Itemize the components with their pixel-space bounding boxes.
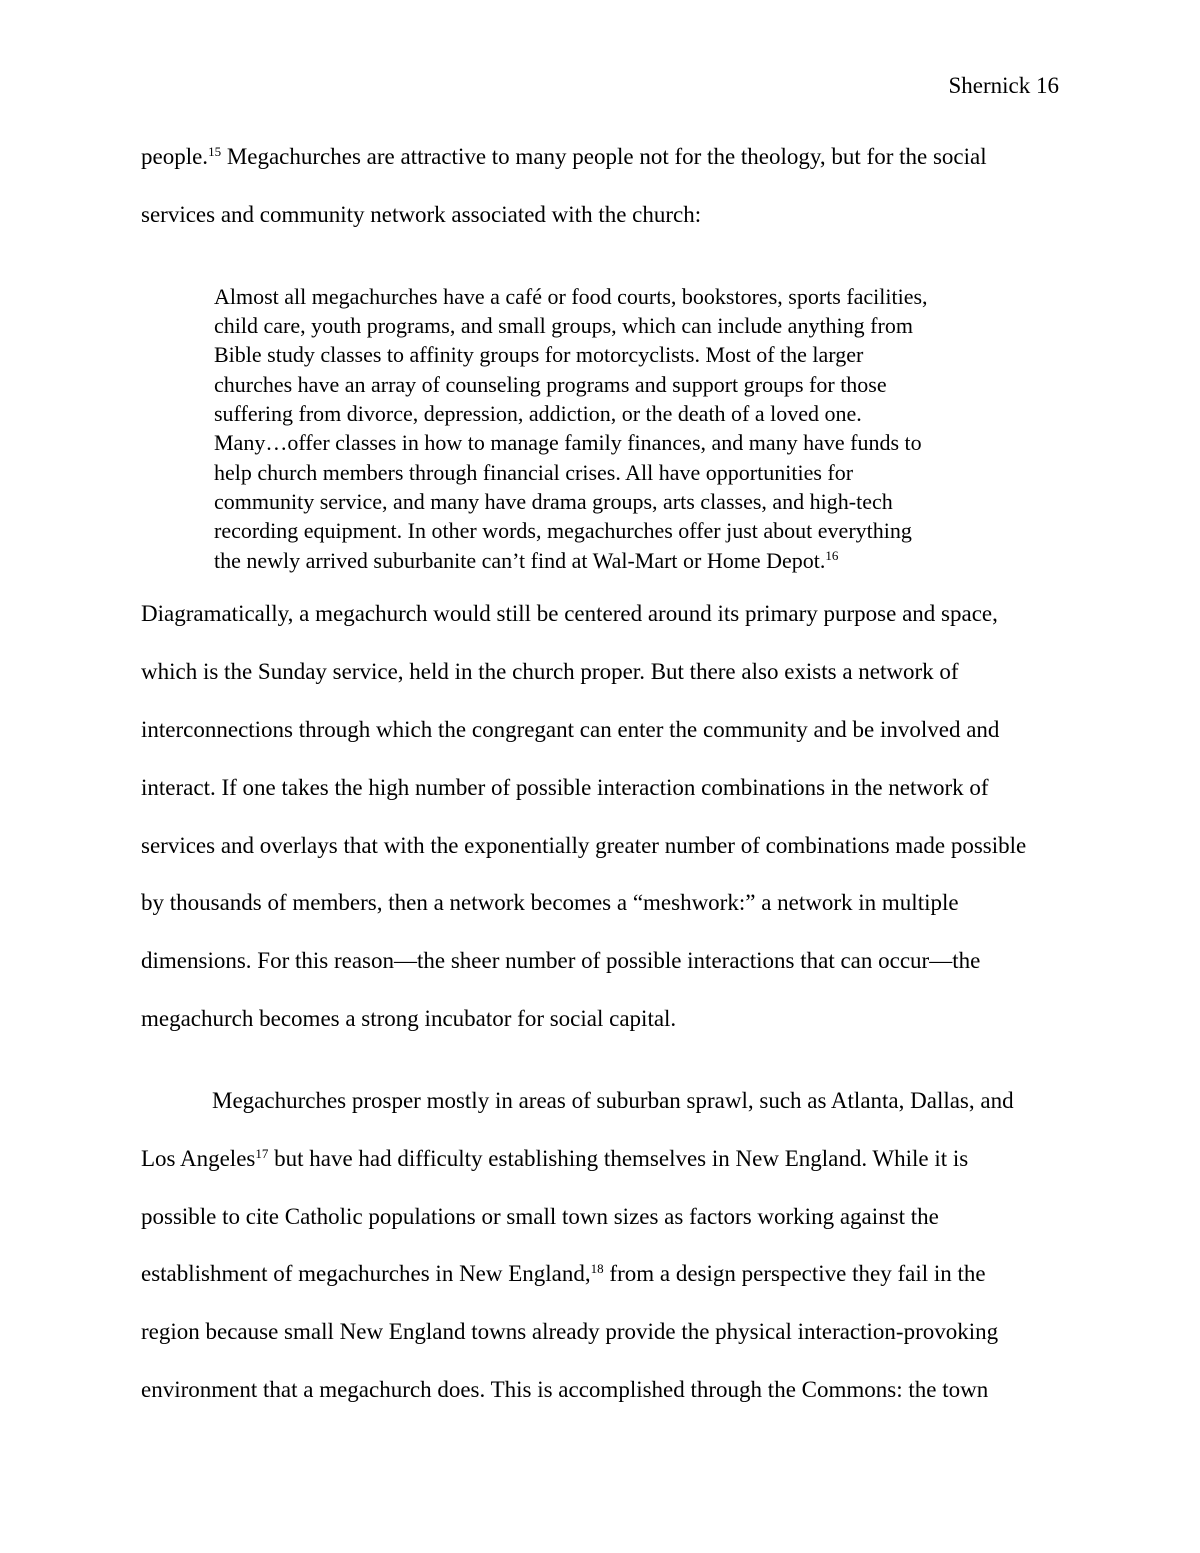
paragraph-2-line: interconnections through which the congregant can enter the community and be involved and (141, 717, 1000, 742)
text-run: Los Angeles (141, 1146, 256, 1171)
text-run: from a design perspective they fail in the (603, 1261, 986, 1286)
paragraph-3-line-1: Megachurches prosper mostly in areas of suburban sprawl, such as Atlanta, Dallas, and (212, 1088, 1014, 1113)
paragraph-3-line-5: region because small New England towns already provide the physical interaction-provoking (141, 1319, 999, 1344)
paragraph-2-line: by thousands of members, then a network becomes a “meshwork:” a network in multiple (141, 890, 959, 915)
paragraph-2-line: dimensions. For this reason—the sheer number of possible interactions that can occur—the (141, 948, 981, 973)
paragraph-2-line: Diagramatically, a megachurch would still be centered around its primary purpose and space, (141, 601, 998, 626)
text-run: but have had difficulty establishing themselves in New England. While it is (268, 1146, 969, 1171)
quote-line: help church members through financial crises. All have opportunities for (214, 460, 854, 485)
quote-line-last (214, 546, 838, 575)
paragraph-3-line-4 (141, 1259, 986, 1289)
quote-line: Almost all megachurches have a café or food courts, bookstores, sports facilities, (214, 284, 928, 309)
text-run: Megachurches are attractive to many people not for the theology, but for the social (221, 144, 987, 169)
quote-line: recording equipment. In other words, megachurches offer just about everything (214, 518, 912, 543)
quote-line: Bible study classes to affinity groups for motorcyclists. Most of the larger (214, 342, 864, 367)
paragraph-1-line-1 (141, 142, 987, 172)
quote-line: churches have an array of counseling programs and support groups for those (214, 372, 887, 397)
footnote-ref-15[interactable]: 15 (208, 144, 222, 159)
paragraph-1-line-2: services and community network associated with the church: (141, 202, 702, 227)
footnote-ref-18[interactable]: 18 (590, 1261, 604, 1276)
footnote-ref-17[interactable]: 17 (255, 1146, 269, 1161)
paragraph-3-line-3: possible to cite Catholic populations or small town sizes as factors working against the (141, 1204, 939, 1229)
text-run: people. (141, 144, 209, 169)
quote-line: suffering from divorce, depression, addiction, or the death of a loved one. (214, 401, 862, 426)
quote-line: Many…offer classes in how to manage family finances, and many have funds to (214, 430, 922, 455)
paragraph-2-line: megachurch becomes a strong incubator for social capital. (141, 1006, 677, 1031)
footnote-ref-16[interactable]: 16 (825, 548, 839, 563)
paragraph-2-line: services and overlays that with the exponentially greater number of combinations made possible (141, 833, 1027, 858)
running-head: Shernick 16 (948, 73, 1059, 98)
paragraph-2-line: interact. If one takes the high number of possible interaction combinations in the network of (141, 775, 989, 800)
paragraph-2-line: which is the Sunday service, held in the church proper. But there also exists a network of (141, 659, 959, 684)
text-run: the newly arrived suburbanite can’t find at Wal-Mart or Home Depot. (214, 548, 826, 573)
quote-line: community service, and many have drama groups, arts classes, and high-tech (214, 489, 893, 514)
paragraph-3-line-2 (141, 1144, 968, 1174)
quote-line: child care, youth programs, and small groups, which can include anything from (214, 313, 913, 338)
text-run: establishment of megachurches in New England, (141, 1261, 591, 1286)
paragraph-3-line-6: environment that a megachurch does. This is accomplished through the Commons: the town (141, 1377, 989, 1402)
